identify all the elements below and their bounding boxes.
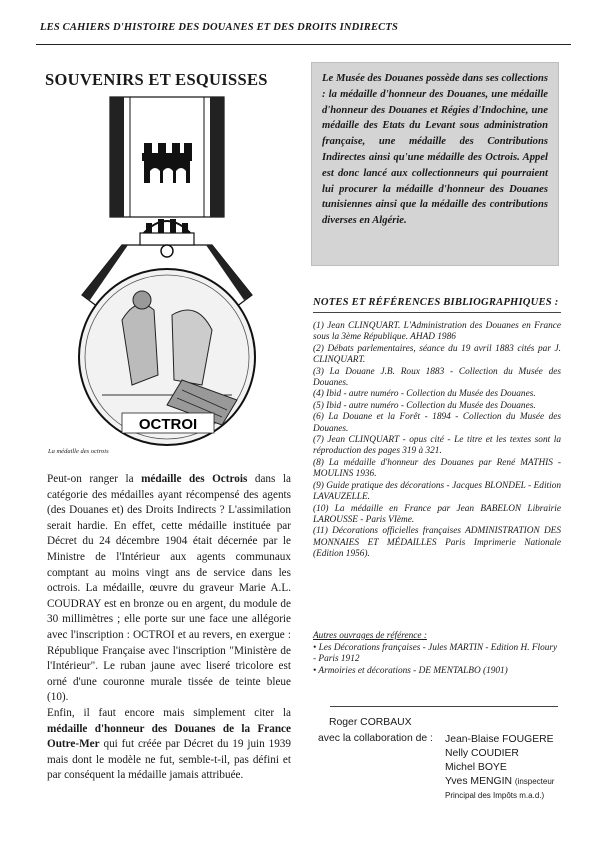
- figure-caption: La médaille des octrois: [48, 448, 109, 455]
- note-item: (9) Guide pratique des décorations - Jacques BLONDEL - Edition LAVAUZELLE.: [313, 480, 561, 503]
- collaborator: Yves MENGIN (inspecteur: [445, 776, 555, 787]
- section-title: SOUVENIRS ET ESQUISSES: [45, 70, 268, 89]
- note-item: (10) La médaille en France par Jean BABELON Librairie LAROUSSE - Paris VIème.: [313, 503, 561, 525]
- collaborator-note: Principal des Impôts m.a.d.): [445, 791, 545, 800]
- medal-drawing: [62, 95, 274, 450]
- notes-title: NOTES ET RÉFÉRENCES BIBLIOGRAPHIQUES :: [313, 297, 559, 308]
- note-item: (5) Ibid - autre numéro - Collection du Musée des Douanes.: [313, 400, 536, 411]
- note-item: (11) Décorations officielles françaises ADMINISTRATION DES MONNAIES ET MÉDAILLES Paris Imprimerie Nationale (Edition 1956).: [313, 526, 561, 560]
- museum-appeal-box: [311, 62, 559, 266]
- collaborators-list: [445, 733, 554, 803]
- collaborator: Nelly COUDIER: [445, 748, 519, 759]
- medal-illustration: [62, 95, 274, 450]
- notes-list: [313, 321, 561, 561]
- signature-rule: [330, 706, 558, 707]
- other-references-title: Autres ouvrages de référence :: [313, 631, 427, 641]
- article-body: [47, 472, 291, 784]
- article-paragraph-1: Peut-on ranger la médaille des Octrois dans la catégorie des médailles ayant récompensé des agents (des Douanes et) des Droits Indirects ? L'assimilation serait hardie. En effet, cette médaille instituée par Décret du 24 décembre 1904 était décernée par le Ministre de l'Intérieur aux agents communaux comptant au moins vingt ans de service dans les octrois. La médaille, œuvre du graveur Marie A.L. COUDRAY est en bronze ou en argent, du module de 30 millimètres ; elle porte sur une face une allégorie avec l'inscription : OCTROI et au revers, en exergue : République Française avec l'inscription "Ministère de l'Intérieur". Le ruban jaune avec liseré tricolore est orné d'une couronne murale tissée de teinte bleue (10).: [47, 473, 291, 704]
- notes-rule: [313, 312, 561, 313]
- other-reference-item: • Les Décorations françaises - Jules MARTIN - Edition H. Floury - Paris 1912: [313, 643, 558, 665]
- note-item: (6) La Douane et la Forêt - 1894 - Collection du Musée des Douanes.: [313, 412, 561, 434]
- collaboration-label: avec la collaboration de :: [318, 733, 433, 744]
- note-item: (2) Débats parlementaires, séance du 19 avril 1883 cités par J. CLINQUART.: [313, 343, 561, 366]
- article-paragraph-2: Enfin, il faut encore mais simplement citer la médaille d'honneur des Douanes de la France Outre-Mer qui fut créée par Décret du 19 juin 1939 mais dont le modèle ne fut, semble-t-il, pas défini et par conséquent la médaille jamais attribuée.: [47, 706, 291, 782]
- other-references-list: [313, 643, 561, 677]
- collaborator: Jean-Blaise FOUGERE: [445, 734, 554, 745]
- other-reference-item: • Armoiries et décorations - DE MENTALBO (1901): [313, 665, 508, 676]
- note-item: (7) Jean CLINQUART - opus cité - Le titre et les textes sont la réproduction des pages 319 à 321.: [313, 435, 561, 457]
- museum-appeal-text: Le Musée des Douanes possède dans ses collections : la médaille d'honneur des Douanes, une médaille d'honneur des Douanes et Régies d'Indochine, une médaille des Etats du Levant sous administration française, une médaille des Contributions Indirectes ainsi qu'une médaille des Octrois. Appel est donc lancé aux collectionneurs qui pourraient lui procurer la médaille d'honneur des Douanes tunisiennes ainsi que la médaille des contributions diverses en Algérie.: [322, 73, 548, 227]
- note-item: (4) Ibid - autre numéro - Collection du Musée des Douanes.: [313, 389, 536, 400]
- note-item: (8) La médaille d'honneur des Douanes par René MATHIS - MOULINS 1936.: [313, 457, 561, 480]
- header-rule: [36, 44, 571, 45]
- note-item: (1) Jean CLINQUART. L'Administration des Douanes en France sous la 3ème République. AHAD 1986: [313, 321, 561, 343]
- running-header: LES CAHIERS D'HISTOIRE DES DOUANES ET DES DROITS INDIRECTS: [40, 22, 399, 33]
- author-name: Roger CORBAUX: [329, 717, 412, 728]
- medal-inscription: OCTROI: [138, 416, 198, 433]
- note-item: (3) La Douane J.B. Roux 1883 - Collection du Musée des Douanes.: [313, 366, 561, 389]
- collaborator: Michel BOYE: [445, 762, 507, 773]
